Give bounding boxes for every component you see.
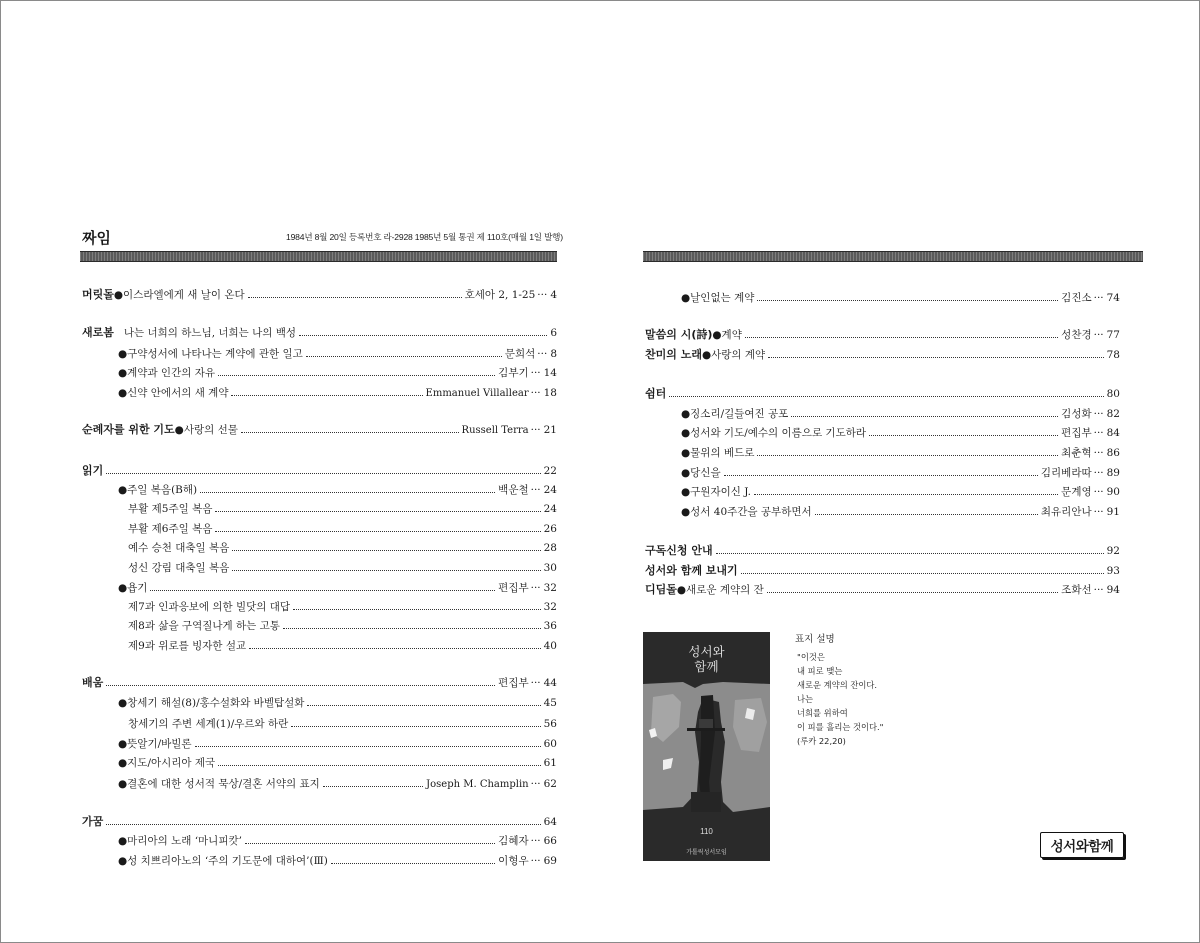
cover-caption-body (797, 650, 927, 748)
toc-entry (82, 345, 557, 363)
toc-entry-page: 82 (1106, 408, 1120, 420)
toc-entry-page: 32 (543, 601, 557, 613)
toc-entry (82, 674, 557, 692)
toc-entry-author: 이형우 (498, 855, 529, 867)
toc-section-label: 디딤돌 (645, 583, 677, 596)
toc-entry-page: 66 (543, 835, 557, 847)
toc-entry-page: 61 (543, 757, 557, 769)
toc-entry-title: ●계약과 인간의 자유 (118, 367, 215, 379)
dot-leader (106, 823, 540, 825)
toc-entry-page: 44 (543, 677, 557, 689)
toc-entry-page: 22 (543, 465, 557, 477)
dot-leader (757, 299, 1058, 301)
dot-leader (283, 627, 541, 629)
toc-entry-page: 8 (550, 348, 557, 360)
toc-entry-page: 26 (543, 523, 557, 535)
toc-entry-title: ●성서 40주간을 공부하면서 (681, 506, 812, 518)
toc-entry (82, 579, 557, 597)
toc-entry-title: ●결혼에 대한 성서적 묵상/결혼 서약의 표지 (118, 778, 320, 790)
dot-leader (757, 454, 1058, 456)
toc-entry-author: 조화선 (1061, 584, 1092, 596)
dot-leader-short: ··· (537, 348, 548, 360)
dot-leader (669, 395, 1103, 397)
toc-entry (82, 520, 557, 538)
dot-leader-short: ··· (530, 484, 541, 496)
toc-entry (82, 462, 557, 480)
toc-entry (645, 346, 1120, 364)
publication-info: 1984년 8월 20일 등록번호 라-2928 1985년 5월 통권 제 110호(매월 1일 발행) (286, 232, 563, 242)
dot-leader (291, 725, 540, 727)
toc-entry-page: 80 (1106, 388, 1120, 400)
header-band-left (80, 251, 557, 262)
toc-entry-title: ●지도/아시리아 제국 (118, 757, 216, 769)
toc-entry (82, 559, 557, 577)
toc-entry-author: 문계영 (1061, 486, 1092, 498)
dot-leader (232, 569, 540, 571)
dot-leader (106, 472, 540, 474)
toc-entry (645, 444, 1120, 462)
toc-entry (82, 364, 557, 382)
toc-section-label: 배움 (82, 676, 104, 689)
toc-entry-page: 74 (1106, 292, 1120, 304)
page-title: 짜임 (82, 229, 111, 247)
toc-entry-title: ●사랑의 계약 (701, 349, 766, 361)
toc-entry-author: Joseph M. Champlin (426, 779, 529, 790)
toc-entry-page: 77 (1106, 329, 1120, 341)
toc-entry-page: 24 (543, 503, 557, 515)
toc-entry-author: 김혜자 (498, 835, 529, 847)
dot-leader (323, 785, 423, 787)
dot-leader (869, 434, 1058, 436)
toc-entry-page: 14 (543, 367, 557, 379)
toc-entry-page: 6 (550, 327, 557, 339)
toc-entry-author: 문희석 (504, 348, 536, 360)
dot-leader-short: ··· (1093, 584, 1104, 596)
dot-leader-short: ··· (530, 778, 541, 790)
toc-entry-page: 18 (543, 387, 557, 399)
magazine-logo: 성서와함께 (1040, 832, 1124, 858)
dot-leader (245, 842, 495, 844)
toc-entry (645, 385, 1120, 403)
toc-entry-title: ●성 치쁘리아노의 ‘주의 기도문에 대하여’(Ⅲ) (118, 855, 328, 867)
toc-entry-title: ●성서와 기도/예수의 이름으로 기도하라 (681, 427, 866, 439)
caption-line: 내 피로 맺는 (797, 666, 843, 676)
toc-entry (82, 735, 557, 753)
toc-entry-title: ●계약 (712, 329, 742, 341)
toc-entry-page: 90 (1106, 486, 1120, 498)
toc-entry-title: ●신약 안에서의 새 계약 (118, 387, 229, 399)
dot-leader (767, 591, 1058, 593)
dot-leader (232, 549, 540, 551)
toc-entry-title: ●욥기 (118, 582, 148, 594)
toc-entry-title: ●당신을 (681, 467, 721, 479)
dot-leader-short: ··· (530, 855, 541, 867)
dot-leader (791, 415, 1058, 417)
cover-issue: 110 (700, 827, 713, 836)
toc-entry-author: 김리베라따 (1040, 467, 1092, 479)
toc-entry-page: 4 (550, 289, 557, 301)
toc-entry-page: 56 (543, 718, 557, 730)
caption-line: (루카 22,20) (797, 736, 846, 746)
caption-line: 이 피를 흘리는 것이다." (797, 722, 884, 732)
toc-entry (82, 539, 557, 557)
dot-leader (218, 764, 540, 766)
toc-entry-page: 86 (1106, 447, 1120, 459)
dot-leader (215, 530, 540, 532)
dot-leader (307, 704, 540, 706)
toc-entry-page: 78 (1106, 349, 1120, 361)
toc-entry (82, 832, 557, 850)
toc-section-label: 찬미의 노래 (645, 348, 702, 361)
toc-entry (82, 481, 557, 499)
dot-leader-short: ··· (1093, 486, 1104, 498)
dot-leader (106, 684, 495, 686)
dot-leader-short: ··· (1093, 447, 1104, 459)
toc-section-label: 가꿈 (82, 815, 104, 828)
toc-entry-title: ●주일 복음(B해) (118, 484, 198, 496)
toc-section-label: 머릿돌 (82, 288, 114, 301)
dot-leader (741, 572, 1104, 574)
toc-entry (82, 754, 557, 772)
dot-leader-short: ··· (1093, 427, 1104, 439)
toc-entry-page: 89 (1106, 467, 1120, 479)
dot-leader-short: ··· (530, 835, 541, 847)
toc-entry-page: 28 (543, 542, 557, 554)
dot-leader (754, 493, 1058, 495)
toc-entry (645, 405, 1120, 423)
toc-entry-title: ●구원자이신 J. (681, 486, 751, 498)
toc-entry (82, 715, 557, 733)
dot-leader (716, 552, 1104, 554)
toc-entry-page: 93 (1106, 565, 1120, 577)
dot-leader-short: ··· (1093, 329, 1104, 341)
dot-leader (293, 608, 541, 610)
toc-entry (82, 617, 557, 635)
toc-entry-author: 호세아 2, 1-25 (464, 289, 536, 301)
toc-entry-title: ●사랑의 선물 (174, 424, 238, 436)
dot-leader-short: ··· (530, 582, 541, 594)
toc-entry-title: ●새로운 계약의 잔 (676, 584, 764, 596)
toc-entry (82, 500, 557, 518)
toc-entry-title: ●창세기 해설(8)/홍수설화와 바벨탑설화 (118, 697, 305, 709)
toc-section-label: 순례자를 위한 기도 (82, 423, 175, 436)
toc-entry-page: 21 (543, 424, 557, 436)
toc-entry-title: ●날인없는 계약 (681, 292, 755, 304)
toc-entry-author: 최유리안나 (1040, 506, 1092, 518)
toc-entry-title: ●징소리/길들여진 공포 (681, 408, 789, 420)
caption-line: 새로운 계약의 잔이다. (797, 680, 878, 690)
toc-entry-title: 제8과 삶을 구역질나게 하는 고통 (128, 620, 280, 632)
toc-entry (82, 694, 557, 712)
toc-entry (645, 464, 1120, 482)
toc-entry-page: 91 (1106, 506, 1120, 518)
dot-leader (745, 336, 1058, 338)
toc-entry-page: 24 (543, 484, 557, 496)
toc-entry (82, 324, 557, 342)
toc-entry (645, 326, 1120, 344)
toc-section-label: 새로봄 (82, 326, 114, 339)
dot-leader-short: ··· (530, 677, 541, 689)
dot-leader-short: ··· (530, 387, 541, 399)
toc-entry-title: ●뜻알기/바빌론 (118, 738, 192, 750)
dot-leader (768, 356, 1103, 358)
toc-entry (645, 503, 1120, 521)
toc-entry (82, 852, 557, 870)
toc-entry (82, 384, 557, 402)
toc-entry (82, 598, 557, 616)
toc-section-label: 성서와 함께 보내기 (645, 564, 738, 577)
dot-leader (215, 510, 540, 512)
toc-entry-author: 백운철 (498, 484, 529, 496)
toc-entry-title: 부활 제6주일 복음 (128, 523, 213, 535)
toc-section-label: 쉼터 (645, 387, 667, 400)
dot-leader-short: ··· (1093, 467, 1104, 479)
toc-entry-page: 94 (1106, 584, 1120, 596)
toc-section-label: 말씀의 시(詩) (645, 328, 713, 341)
toc-entry-author: 김진소 (1061, 292, 1092, 304)
toc-entry-title: 부활 제5주일 복음 (128, 503, 213, 515)
toc-entry-title: ●물위의 베드로 (681, 447, 755, 459)
dot-leader (231, 394, 422, 396)
toc-entry-page: 40 (543, 640, 557, 652)
dot-leader (195, 745, 541, 747)
toc-entry (82, 286, 557, 304)
toc-entry-title: 창세기의 주변 세계(1)/우르와 하란 (128, 718, 289, 730)
caption-line: 너희를 위하여 (797, 708, 848, 718)
dot-leader-short: ··· (530, 424, 541, 436)
toc-entry-author: 편집부 (498, 677, 529, 689)
cover-title-line1: 성서와 (688, 644, 725, 659)
dot-leader (331, 862, 495, 864)
toc-entry-page: 32 (543, 582, 557, 594)
toc-entry-page: 92 (1106, 545, 1120, 557)
dot-leader (150, 589, 495, 591)
toc-entry-page: 36 (543, 620, 557, 632)
dot-leader-short: ··· (537, 289, 548, 301)
toc-entry-title: 제7과 인과응보에 의한 빌닷의 대답 (128, 601, 291, 613)
toc-entry-page: 62 (543, 778, 557, 790)
toc-entry-author: Russell Terra (461, 425, 529, 436)
toc-entry-author: 편집부 (1061, 427, 1092, 439)
toc-entry-author: 김성화 (1061, 408, 1092, 420)
dot-leader (218, 374, 495, 376)
dot-leader-short: ··· (1093, 408, 1104, 420)
dot-leader (249, 647, 541, 649)
dot-leader-short: ··· (530, 367, 541, 379)
dot-leader-short: ··· (1093, 292, 1104, 304)
toc-entry-author: 김부기 (498, 367, 529, 379)
dot-leader (200, 491, 495, 493)
dot-leader (306, 355, 502, 357)
toc-entry-title: ●구약성서에 나타나는 계약에 관한 일고 (118, 348, 303, 360)
toc-entry (82, 813, 557, 831)
dot-leader (248, 296, 462, 298)
toc-entry (645, 562, 1120, 580)
toc-entry-author: 성찬경 (1061, 329, 1092, 341)
toc-entry-page: 69 (543, 855, 557, 867)
toc-section-label: 읽기 (82, 464, 104, 477)
toc-entry-title: ●마리아의 노래 ‘마니피캇’ (118, 835, 242, 847)
dot-leader (815, 513, 1038, 515)
cover-title (643, 644, 770, 674)
toc-entry-page: 30 (543, 562, 557, 574)
toc-entry-author: 편집부 (498, 582, 529, 594)
toc-entry (82, 775, 557, 793)
toc-entry-title: ●이스라엘에게 새 날이 온다 (113, 289, 245, 301)
dot-leader (241, 431, 459, 433)
toc-entry-title: 성신 강림 대축일 복음 (128, 562, 230, 574)
caption-line: "이것은 (797, 652, 825, 662)
caption-line: 나는 (797, 694, 814, 704)
toc-entry-page: 45 (543, 697, 557, 709)
toc-entry-author: 최춘혁 (1061, 447, 1092, 459)
toc-entry (645, 483, 1120, 501)
toc-entry-title: 제9과 위로를 빙자한 설교 (128, 640, 247, 652)
cover-image (643, 632, 770, 861)
toc-entry (645, 581, 1120, 599)
toc-entry-title: 나는 너희의 하느님, 너희는 나의 백성 (123, 327, 297, 339)
toc-entry (645, 424, 1120, 442)
cover-caption-title: 표지 설명 (795, 634, 835, 645)
toc-entry-title: 예수 승천 대축일 복음 (128, 542, 230, 554)
toc-section-label: 구독신청 안내 (645, 544, 713, 557)
toc-entry (645, 289, 1120, 307)
dot-leader (724, 474, 1038, 476)
dot-leader-short: ··· (1093, 506, 1104, 518)
toc-entry (645, 542, 1120, 560)
toc-entry-page: 60 (543, 738, 557, 750)
toc-entry-page: 64 (543, 816, 557, 828)
toc-entry (82, 637, 557, 655)
toc-entry-author: Emmanuel Villallear (425, 388, 529, 399)
dot-leader (299, 334, 547, 336)
toc-entry (82, 421, 557, 439)
header-band-right (643, 251, 1143, 262)
toc-entry-page: 84 (1106, 427, 1120, 439)
cover-publisher: 가톨릭성서모임 (686, 849, 727, 856)
cover-title-line2: 함께 (694, 659, 719, 674)
